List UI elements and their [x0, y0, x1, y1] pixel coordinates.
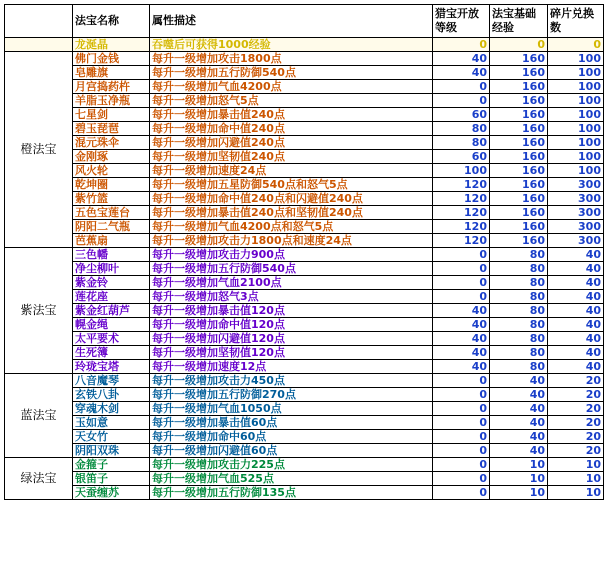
item-level-cell[interactable]: 40 [433, 360, 490, 374]
table-row [5, 206, 604, 220]
item-exp-cell[interactable]: 80 [490, 318, 548, 332]
item-exp-cell[interactable]: 80 [490, 360, 548, 374]
table-row [5, 192, 604, 206]
item-shards-cell[interactable]: 20 [548, 444, 604, 458]
table-row [5, 164, 604, 178]
table-row [5, 416, 604, 430]
item-exp-cell[interactable]: 160 [490, 206, 548, 220]
table-row [5, 94, 604, 108]
item-name-cell[interactable]: 阴阳双珠 [73, 444, 150, 458]
item-desc-cell[interactable]: 每升一级增加攻击力450点 [150, 374, 433, 388]
item-exp-cell[interactable]: 160 [490, 122, 548, 136]
table-row [5, 178, 604, 192]
item-shards-cell[interactable]: 100 [548, 66, 604, 80]
item-shards-cell[interactable]: 40 [548, 332, 604, 346]
group-label-cell[interactable]: 绿法宝 [5, 458, 73, 500]
table-row [5, 486, 604, 500]
item-shards-cell[interactable]: 40 [548, 290, 604, 304]
special-group-cell[interactable] [5, 38, 73, 52]
table-row [5, 136, 604, 150]
item-name-cell[interactable]: 净尘柳叶 [73, 262, 150, 276]
item-desc-cell[interactable]: 每升一级增加闪避值240点 [150, 136, 433, 150]
table-row [5, 346, 604, 360]
item-shards-cell[interactable]: 40 [548, 276, 604, 290]
item-shards-cell[interactable]: 100 [548, 136, 604, 150]
item-desc-cell[interactable]: 每升一级增加命中值120点 [150, 318, 433, 332]
item-shards-cell[interactable]: 300 [548, 234, 604, 248]
item-desc-cell[interactable]: 每升一级增加攻击力1800点和速度24点 [150, 234, 433, 248]
item-shards-cell[interactable]: 300 [548, 220, 604, 234]
item-shards-cell[interactable]: 20 [548, 374, 604, 388]
item-exp-cell[interactable]: 40 [490, 430, 548, 444]
item-desc-cell[interactable]: 每升一级增加命中60点 [150, 430, 433, 444]
item-exp-cell[interactable]: 80 [490, 276, 548, 290]
item-desc-cell[interactable]: 每升一级增加攻击1800点 [150, 52, 433, 66]
item-level-cell[interactable]: 0 [433, 472, 490, 486]
item-desc-cell[interactable]: 每升一级增加速度12点 [150, 360, 433, 374]
item-level-cell[interactable]: 0 [433, 248, 490, 262]
item-name-cell[interactable]: 碧玉琵琶 [73, 122, 150, 136]
item-shards-cell[interactable]: 40 [548, 304, 604, 318]
item-level-cell[interactable]: 0 [433, 290, 490, 304]
item-shards-cell[interactable]: 300 [548, 192, 604, 206]
item-name-cell[interactable]: 月宫捣药杵 [73, 80, 150, 94]
item-desc-cell[interactable]: 每升一级增加坚韧值240点 [150, 150, 433, 164]
item-name-cell[interactable]: 乾坤圈 [73, 178, 150, 192]
item-level-cell[interactable]: 0 [433, 374, 490, 388]
item-desc-cell[interactable]: 每升一级增加闪避值60点 [150, 444, 433, 458]
table-row [5, 360, 604, 374]
header-cell-group[interactable] [5, 5, 73, 38]
item-exp-cell[interactable]: 160 [490, 164, 548, 178]
item-shards-cell[interactable]: 10 [548, 486, 604, 500]
item-name-cell[interactable]: 紫金红葫芦 [73, 304, 150, 318]
item-exp-cell[interactable]: 80 [490, 290, 548, 304]
special-row [5, 38, 604, 52]
table-row [5, 472, 604, 486]
table-row [5, 458, 604, 472]
group-label-cell[interactable]: 橙法宝 [5, 52, 73, 248]
item-name-cell[interactable]: 玲珑宝塔 [73, 360, 150, 374]
item-shards-cell[interactable]: 100 [548, 150, 604, 164]
table-row [5, 150, 604, 164]
item-level-cell[interactable]: 0 [433, 94, 490, 108]
item-desc-cell[interactable]: 每升一级增加攻击力225点 [150, 458, 433, 472]
item-name-cell[interactable]: 紫竹篮 [73, 192, 150, 206]
item-name-cell[interactable]: 佛门金钱 [73, 52, 150, 66]
item-exp-cell[interactable]: 160 [490, 66, 548, 80]
item-desc-cell[interactable]: 每升一级增加五行防御135点 [150, 486, 433, 500]
item-level-cell[interactable]: 120 [433, 206, 490, 220]
item-desc-cell[interactable]: 每升一级增加五行防御540点 [150, 66, 433, 80]
item-level-cell[interactable]: 0 [433, 80, 490, 94]
item-desc-cell[interactable]: 每升一级增加五星防御540点和怒气5点 [150, 178, 433, 192]
item-name-cell[interactable]: 莲花座 [73, 290, 150, 304]
table-row [5, 262, 604, 276]
item-name-cell[interactable]: 八音魔琴 [73, 374, 150, 388]
item-exp-cell[interactable]: 40 [490, 402, 548, 416]
item-name-cell[interactable]: 太平要术 [73, 332, 150, 346]
item-shards-cell[interactable]: 300 [548, 178, 604, 192]
item-level-cell[interactable]: 120 [433, 178, 490, 192]
item-level-cell[interactable]: 40 [433, 318, 490, 332]
table-row [5, 220, 604, 234]
item-name-cell[interactable]: 银笛子 [73, 472, 150, 486]
special-name[interactable]: 龙涎晶 [73, 38, 150, 52]
table-row [5, 66, 604, 80]
item-exp-cell[interactable]: 160 [490, 80, 548, 94]
table-row [5, 304, 604, 318]
header-cell-desc[interactable]: 属性描述 [150, 5, 433, 38]
item-exp-cell[interactable]: 10 [490, 458, 548, 472]
table-row [5, 248, 604, 262]
item-exp-cell[interactable]: 40 [490, 444, 548, 458]
item-exp-cell[interactable]: 80 [490, 262, 548, 276]
item-shards-cell[interactable]: 100 [548, 52, 604, 66]
table-row [5, 276, 604, 290]
item-exp-cell[interactable]: 40 [490, 388, 548, 402]
item-name-cell[interactable]: 七星剑 [73, 108, 150, 122]
special-level[interactable]: 0 [433, 38, 490, 52]
item-name-cell[interactable]: 玉如意 [73, 416, 150, 430]
item-level-cell[interactable]: 0 [433, 262, 490, 276]
item-level-cell[interactable]: 0 [433, 276, 490, 290]
item-desc-cell[interactable]: 每升一级增加暴击值120点 [150, 304, 433, 318]
item-exp-cell[interactable]: 40 [490, 416, 548, 430]
item-exp-cell[interactable]: 80 [490, 346, 548, 360]
item-exp-cell[interactable]: 40 [490, 374, 548, 388]
item-exp-cell[interactable]: 160 [490, 192, 548, 206]
item-desc-cell[interactable]: 每升一级增加气血4200点和怒气5点 [150, 220, 433, 234]
item-exp-cell[interactable]: 160 [490, 150, 548, 164]
item-level-cell[interactable]: 60 [433, 150, 490, 164]
item-desc-cell[interactable]: 每升一级增加命中值240点 [150, 122, 433, 136]
group-label-cell[interactable]: 紫法宝 [5, 248, 73, 374]
header-row [5, 5, 604, 38]
table-row [5, 234, 604, 248]
item-desc-cell[interactable]: 每升一级增加怒气5点 [150, 94, 433, 108]
item-name-cell[interactable]: 天蚕缠苏 [73, 486, 150, 500]
item-level-cell[interactable]: 0 [433, 402, 490, 416]
item-exp-cell[interactable]: 160 [490, 136, 548, 150]
group-label-cell[interactable]: 蓝法宝 [5, 374, 73, 458]
item-shards-cell[interactable]: 100 [548, 122, 604, 136]
item-level-cell[interactable]: 80 [433, 122, 490, 136]
item-level-cell[interactable]: 100 [433, 164, 490, 178]
item-level-cell[interactable]: 0 [433, 416, 490, 430]
table-row [5, 122, 604, 136]
item-name-cell[interactable]: 幌金绳 [73, 318, 150, 332]
table-row [5, 374, 604, 388]
item-name-cell[interactable]: 阴阳二气瓶 [73, 220, 150, 234]
item-desc-cell[interactable]: 每升一级增加暴击值240点 [150, 108, 433, 122]
item-level-cell[interactable]: 120 [433, 220, 490, 234]
item-shards-cell[interactable]: 40 [548, 262, 604, 276]
item-level-cell[interactable]: 120 [433, 234, 490, 248]
table-row [5, 52, 604, 66]
item-name-cell[interactable]: 五色宝莲台 [73, 206, 150, 220]
item-level-cell[interactable]: 0 [433, 486, 490, 500]
item-exp-cell[interactable]: 80 [490, 248, 548, 262]
item-name-cell[interactable]: 金箍子 [73, 458, 150, 472]
table-row [5, 318, 604, 332]
item-name-cell[interactable]: 皂雕旗 [73, 66, 150, 80]
item-name-cell[interactable]: 玄铁八卦 [73, 388, 150, 402]
item-name-cell[interactable]: 羊脂玉净瓶 [73, 94, 150, 108]
item-name-cell[interactable]: 芭蕉扇 [73, 234, 150, 248]
item-exp-cell[interactable]: 160 [490, 52, 548, 66]
item-shards-cell[interactable]: 100 [548, 164, 604, 178]
item-shards-cell[interactable]: 10 [548, 472, 604, 486]
item-desc-cell[interactable]: 每升一级增加命中值240点和闪避值240点 [150, 192, 433, 206]
item-name-cell[interactable]: 混元珠伞 [73, 136, 150, 150]
item-exp-cell[interactable]: 160 [490, 178, 548, 192]
item-desc-cell[interactable]: 每升一级增加闪避值120点 [150, 332, 433, 346]
table-row [5, 332, 604, 346]
item-level-cell[interactable]: 0 [433, 388, 490, 402]
item-exp-cell[interactable]: 160 [490, 234, 548, 248]
item-level-cell[interactable]: 0 [433, 458, 490, 472]
header-cell-shards[interactable]: 碎片兑换数 [548, 5, 604, 38]
item-level-cell[interactable]: 40 [433, 52, 490, 66]
item-name-cell[interactable]: 紫金铃 [73, 276, 150, 290]
item-shards-cell[interactable]: 300 [548, 206, 604, 220]
item-level-cell[interactable]: 40 [433, 346, 490, 360]
item-desc-cell[interactable]: 每升一级增加速度24点 [150, 164, 433, 178]
item-level-cell[interactable]: 60 [433, 108, 490, 122]
item-shards-cell[interactable]: 20 [548, 402, 604, 416]
item-shards-cell[interactable]: 20 [548, 430, 604, 444]
header-cell-name[interactable]: 法宝名称 [73, 5, 150, 38]
item-desc-cell[interactable]: 每升一级增加气血1050点 [150, 402, 433, 416]
item-name-cell[interactable]: 生死簿 [73, 346, 150, 360]
item-desc-cell[interactable]: 每升一级增加五行防御540点 [150, 262, 433, 276]
item-level-cell[interactable]: 40 [433, 332, 490, 346]
item-desc-cell[interactable]: 每升一级增加气血4200点 [150, 80, 433, 94]
item-shards-cell[interactable]: 100 [548, 94, 604, 108]
item-level-cell[interactable]: 40 [433, 66, 490, 80]
item-level-cell[interactable]: 80 [433, 136, 490, 150]
header-cell-level[interactable]: 猎宝开放等级 [433, 5, 490, 38]
item-name-cell[interactable]: 天女竹 [73, 430, 150, 444]
treasure-table [4, 4, 604, 500]
item-name-cell[interactable]: 金刚琢 [73, 150, 150, 164]
header-cell-exp[interactable]: 法宝基础经验 [490, 5, 548, 38]
item-exp-cell[interactable]: 10 [490, 472, 548, 486]
special-exp[interactable]: 0 [490, 38, 548, 52]
item-shards-cell[interactable]: 100 [548, 80, 604, 94]
table-row [5, 108, 604, 122]
special-shards[interactable]: 0 [548, 38, 604, 52]
table-row [5, 444, 604, 458]
item-level-cell[interactable]: 0 [433, 430, 490, 444]
item-desc-cell[interactable]: 每升一级增加暴击值240点和坚韧值240点 [150, 206, 433, 220]
item-name-cell[interactable]: 三色幡 [73, 248, 150, 262]
table-row [5, 388, 604, 402]
special-desc[interactable]: 吞噬后可获得1000经验 [150, 38, 433, 52]
table-body [5, 5, 604, 500]
item-exp-cell[interactable]: 10 [490, 486, 548, 500]
item-level-cell[interactable]: 40 [433, 304, 490, 318]
item-desc-cell[interactable]: 每升一级增加怒气3点 [150, 290, 433, 304]
item-exp-cell[interactable]: 160 [490, 108, 548, 122]
item-level-cell[interactable]: 120 [433, 192, 490, 206]
item-exp-cell[interactable]: 160 [490, 220, 548, 234]
table-row [5, 80, 604, 94]
item-desc-cell[interactable]: 每升一级增加气血525点 [150, 472, 433, 486]
item-shards-cell[interactable]: 40 [548, 248, 604, 262]
item-desc-cell[interactable]: 每升一级增加五行防御270点 [150, 388, 433, 402]
item-name-cell[interactable]: 风火轮 [73, 164, 150, 178]
item-desc-cell[interactable]: 每升一级增加气血2100点 [150, 276, 433, 290]
item-exp-cell[interactable]: 80 [490, 304, 548, 318]
item-desc-cell[interactable]: 每升一级增加坚韧值120点 [150, 346, 433, 360]
item-shards-cell[interactable]: 40 [548, 346, 604, 360]
item-shards-cell[interactable]: 20 [548, 388, 604, 402]
item-level-cell[interactable]: 0 [433, 444, 490, 458]
item-shards-cell[interactable]: 40 [548, 360, 604, 374]
item-shards-cell[interactable]: 10 [548, 458, 604, 472]
table-row [5, 430, 604, 444]
item-desc-cell[interactable]: 每升一级增加攻击力900点 [150, 248, 433, 262]
item-desc-cell[interactable]: 每升一级增加暴击值60点 [150, 416, 433, 430]
item-shards-cell[interactable]: 100 [548, 108, 604, 122]
item-name-cell[interactable]: 穿魂木剑 [73, 402, 150, 416]
item-exp-cell[interactable]: 80 [490, 332, 548, 346]
table-row [5, 402, 604, 416]
item-shards-cell[interactable]: 20 [548, 416, 604, 430]
table-row [5, 290, 604, 304]
item-shards-cell[interactable]: 40 [548, 318, 604, 332]
item-exp-cell[interactable]: 160 [490, 94, 548, 108]
